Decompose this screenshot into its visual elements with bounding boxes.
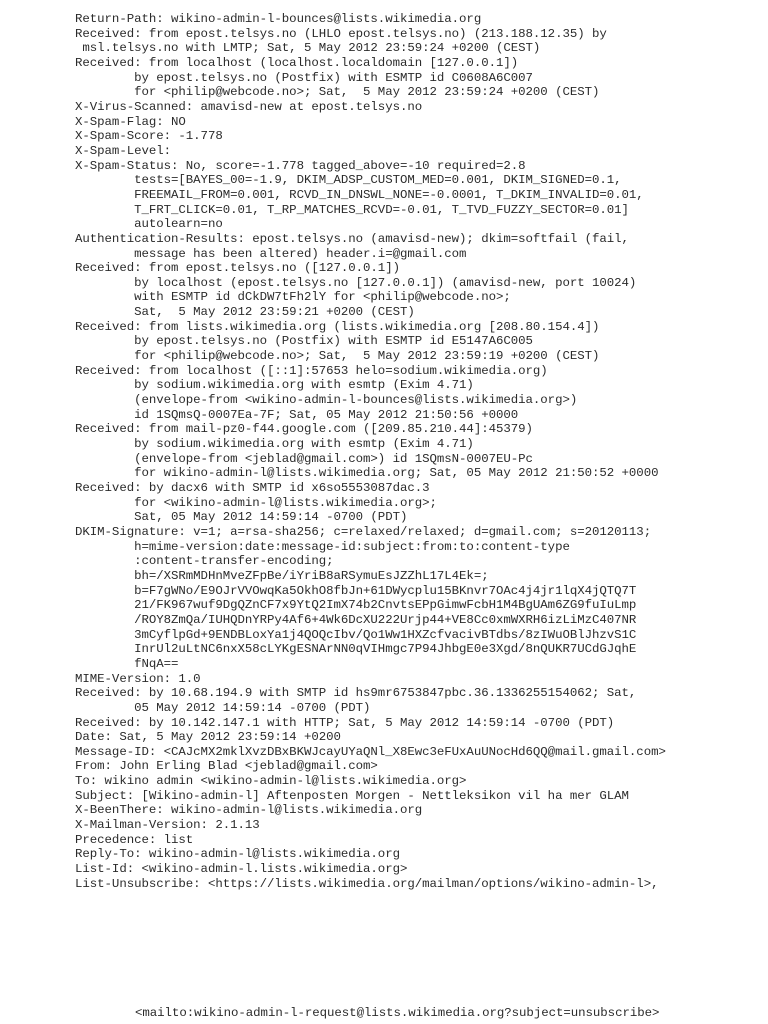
header-line: for <philip@webcode.no>; Sat, 5 May 2012 23:59:19 +0200 (CEST) [75, 349, 600, 364]
header-line: Reply-To: wikino-admin-l@lists.wikimedia.org [75, 847, 400, 862]
header-line: b=F7gWNo/E9OJrVVOwqKa5OkhO8fbJn+61DWycplu15BKnvr7OAc4j4jr1lqX4jQTQ7T [75, 583, 637, 598]
header-line: h=mime-version:date:message-id:subject:from:to:content-type [75, 539, 570, 554]
header-line: 05 May 2012 14:59:14 -0700 (PDT) [75, 700, 371, 715]
header-line: by sodium.wikimedia.org with esmtp (Exim 4.71) [75, 437, 474, 452]
header-line: X-Spam-Score: -1.778 [75, 129, 223, 144]
header-line: X-Spam-Flag: NO [75, 114, 186, 129]
header-line: Received: by dacx6 with SMTP id x6so5553087dac.3 [75, 481, 430, 495]
header-line: Received: from localhost ([::1]:57653 helo=sodium.wikimedia.org) [75, 363, 548, 378]
header-line: Received: from lists.wikimedia.org (lists.wikimedia.org [208.80.154.4]) [75, 319, 600, 334]
header-line: Received: from epost.telsys.no (LHLO epost.telsys.no) (213.188.12.35) by [75, 26, 607, 41]
header-line: FREEMAIL_FROM=0.001, RCVD_IN_DNSWL_NONE=-0.0001, T_DKIM_INVALID=0.01, [75, 187, 644, 202]
header-line: List-Id: <wikino-admin-l.lists.wikimedia.org> [75, 862, 408, 877]
header-line: X-Spam-Level: [75, 143, 172, 158]
header-line: Return-Path: wikino-admin-l-bounces@lists.wikimedia.org [75, 12, 482, 26]
header-line: List-Unsubscribe: <https://lists.wikimedia.org/mailman/options/wikino-admin-l>, [75, 876, 659, 891]
header-line: for <philip@webcode.no>; Sat, 5 May 2012 23:59:24 +0200 (CEST) [75, 85, 600, 100]
header-line: X-Spam-Status: No, score=-1.778 tagged_above=-10 required=2.8 [75, 158, 526, 173]
header-line: fNqA== [75, 656, 179, 671]
header-line: Precedence: list [75, 832, 194, 847]
header-line: DKIM-Signature: v=1; a=rsa-sha256; c=relaxed/relaxed; d=gmail.com; s=20120113; [75, 524, 652, 539]
header-line: /ROY8ZmQa/IUHQDnYRPy4Af6+4Wk6DcXU222Urjp44+VE8Cc0xmWXRH6izLiMzC407NR [75, 612, 637, 627]
header-line: From: John Erling Blad <jeblad@gmail.com> [75, 759, 378, 774]
header-line: id 1SQmsQ-0007Ea-7F; Sat, 05 May 2012 21:50:56 +0000 [75, 407, 519, 422]
header-line: msl.telsys.no with LMTP; Sat, 5 May 2012 23:59:24 +0200 (CEST) [75, 41, 541, 56]
header-line: 21/FK967wuf9DgQZnCF7x9YtQ2ImX74b2CnvtsEPpGimwFcbH1M4BgUAm6ZG9fuIuLmp [75, 598, 637, 613]
header-line: Received: by 10.142.147.1 with HTTP; Sat, 5 May 2012 14:59:14 -0700 (PDT) [75, 715, 615, 730]
header-line: tests=[BAYES_00=-1.9, DKIM_ADSP_CUSTOM_MED=0.001, DKIM_SIGNED=0.1, [75, 173, 622, 188]
header-line: Received: from mail-pz0-f44.google.com ([209.85.210.44]:45379) [75, 422, 533, 437]
header-line: by sodium.wikimedia.org with esmtp (Exim 4.71) [75, 378, 474, 393]
header-line: message has been altered) header.i=@gmail.com [75, 246, 467, 261]
header-line: by localhost (epost.telsys.no [127.0.0.1]) (amavisd-new, port 10024) [75, 275, 637, 290]
header-line: MIME-Version: 1.0 [75, 671, 201, 686]
header-line: Message-ID: <CAJcMX2mklXvzDBxBKWJcayUYaQNl_X8Ewc3eFUxAuUNocHd6QQ@mail.gmail.com> [75, 744, 666, 759]
header-line: Date: Sat, 5 May 2012 23:59:14 +0200 [75, 730, 341, 745]
header-line: Authentication-Results: epost.telsys.no (amavisd-new); dkim=softfail (fail, [75, 231, 629, 246]
header-line: Received: by 10.68.194.9 with SMTP id hs9mr6753847pbc.36.1336255154062; Sat, [75, 686, 637, 701]
header-line: for <wikino-admin-l@lists.wikimedia.org>; [75, 495, 437, 510]
header-line: :content-transfer-encoding; [75, 554, 334, 569]
header-line: X-Virus-Scanned: amavisd-new at epost.telsys.no [75, 99, 423, 114]
header-line: 3mCyflpGd+9ENDBLoxYa1j4QOQcIbv/Qo1Ww1HXZcfvacivBTdbs/8zIWuOBlJhzvS1C [75, 627, 637, 642]
header-line: X-BeenThere: wikino-admin-l@lists.wikimedia.org [75, 803, 423, 818]
list-unsubscribe-mailto-line: <mailto:wikino-admin-l-request@lists.wikimedia.org?subject=unsubscribe> [135, 1006, 660, 1020]
header-line: for wikino-admin-l@lists.wikimedia.org; Sat, 05 May 2012 21:50:52 +0000 [75, 466, 659, 481]
header-line: (envelope-from <wikino-admin-l-bounces@lists.wikimedia.org>) [75, 393, 578, 408]
header-line: Subject: [Wikino-admin-l] Aftenposten Morgen - Nettleksikon vil ha mer GLAM [75, 788, 629, 803]
header-line: bh=/XSRmMDHnMveZFpBe/iYriB8aRSymuEsJZZhL17L4Ek=; [75, 568, 489, 583]
header-line: Sat, 05 May 2012 14:59:14 -0700 (PDT) [75, 510, 408, 525]
header-line: Sat, 5 May 2012 23:59:21 +0200 (CEST) [75, 305, 415, 320]
header-line: X-Mailman-Version: 2.1.13 [75, 818, 260, 833]
header-line: autolearn=no [75, 217, 223, 232]
header-line: To: wikino admin <wikino-admin-l@lists.wikimedia.org> [75, 774, 467, 789]
header-line: by epost.telsys.no (Postfix) with ESMTP id E5147A6C005 [75, 334, 533, 349]
header-line: Received: from epost.telsys.no ([127.0.0.1]) [75, 261, 400, 276]
header-line: InrUl2uLtNC6nxX58cLYKgESNArNN0qVIHmgc7P94JhbgE0e3Xgd/8nQUKR7UCdGJqhE [75, 642, 637, 657]
header-line: with ESMTP id dCkDW7tFh2lY for <philip@webcode.no>; [75, 290, 511, 305]
header-line: Received: from localhost (localhost.localdomain [127.0.0.1]) [75, 55, 519, 70]
header-line: (envelope-from <jeblad@gmail.com>) id 1SQmsN-0007EU-Pc [75, 451, 533, 466]
header-line: T_FRT_CLICK=0.01, T_RP_MATCHES_RCVD=-0.01, T_TVD_FUZZY_SECTOR=0.01] [75, 202, 629, 217]
email-header-lines [75, 12, 755, 891]
header-line: by epost.telsys.no (Postfix) with ESMTP id C0608A6C007 [75, 70, 533, 85]
